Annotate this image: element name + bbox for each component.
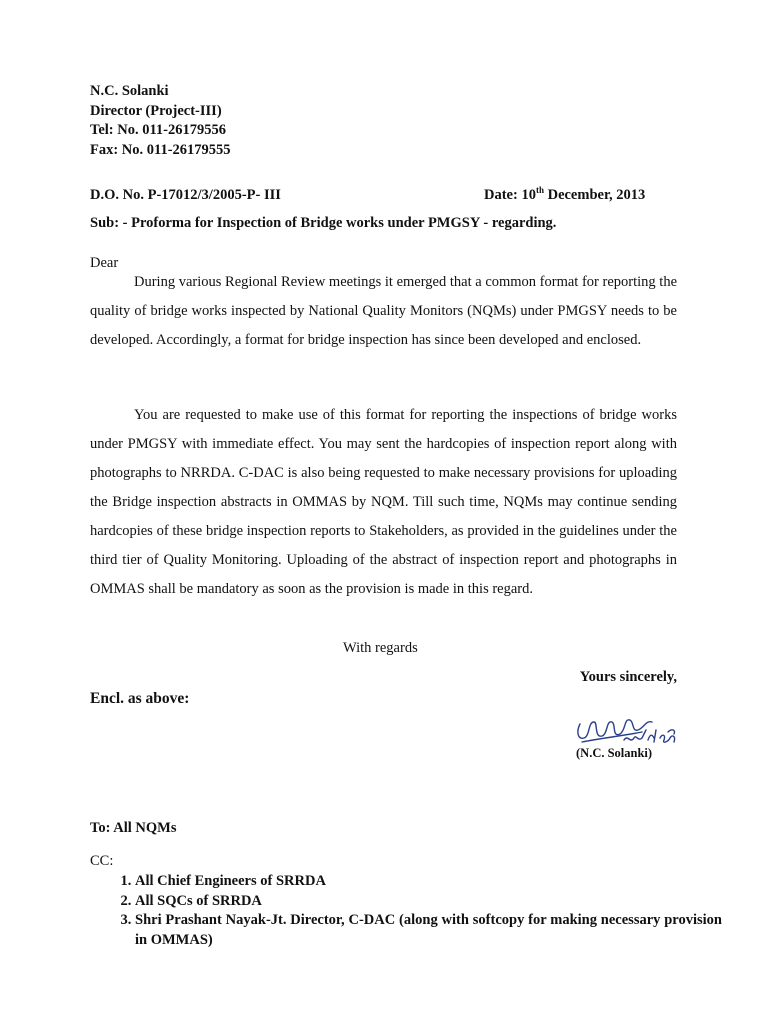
sender-tel: Tel: No. 011-26179556 bbox=[90, 122, 227, 138]
subject-line: Sub: - Proforma for Inspection of Bridge works under PMGSY - regarding. bbox=[90, 215, 557, 231]
signatory-name: (N.C. Solanki) bbox=[576, 746, 653, 760]
salutation: Dear bbox=[90, 255, 119, 271]
letter-date bbox=[484, 187, 645, 204]
cc-list-item: 1. All Chief Engineers of SRRDA bbox=[135, 872, 722, 892]
cc-list-item: 2. All SQCs of SRRDA bbox=[135, 892, 722, 912]
to-line: To: All NQMs bbox=[90, 820, 177, 836]
body-paragraph-2 bbox=[90, 401, 677, 604]
cc-list bbox=[90, 872, 722, 950]
sender-designation: Director (Project-III) bbox=[90, 102, 222, 119]
sender-block bbox=[90, 82, 231, 160]
body-paragraph-1 bbox=[90, 268, 677, 355]
do-number: D.O. No. P-17012/3/2005-P- III bbox=[90, 187, 281, 203]
date-prefix: Date: 10 bbox=[484, 187, 536, 203]
cc-label: CC: bbox=[90, 853, 114, 869]
yours-sincerely: Yours sincerely, bbox=[579, 669, 677, 685]
paragraph-1-text: During various Regional Review meetings it emerged that a common format for reporting the quality of bridge works inspected by National Quality Monitors (NQMs) under PMGSY needs to be developed. Accordingly, a format for bridge inspection has since been developed and enclosed. bbox=[90, 274, 677, 348]
cc-list-item: 3. Shri Prashant Nayak-Jt. Director, C-DAC (along with softcopy for making necessary provision in OMMAS) bbox=[135, 911, 722, 950]
date-suffix-sup: th bbox=[535, 185, 544, 196]
paragraph-2-text: You are requested to make use of this format for reporting the inspections of bridge works under PMGSY with immediate effect. You may sent the hardcopies of inspection report along with photographs to NRRDA. C-DAC is also being requested to make necessary provisions for uploading the Bridge inspection abstracts in OMMAS by NQM. Till such time, NQMs may continue sending hardcopies of these bridge inspection reports to Stakeholders, as provided in the guidelines under the third tier of Quality Monitoring. Uploading of the abstract of inspection report and photographs in OMMAS shall be mandatory as soon as the provision is made in this regard. bbox=[90, 407, 677, 597]
sender-name: N.C. Solanki bbox=[90, 83, 169, 99]
sender-fax: Fax: No. 011-26179555 bbox=[90, 141, 231, 158]
enclosure-note: Encl. as above: bbox=[90, 690, 190, 707]
with-regards: With regards bbox=[343, 640, 418, 656]
date-month-year: December, 2013 bbox=[543, 187, 646, 203]
